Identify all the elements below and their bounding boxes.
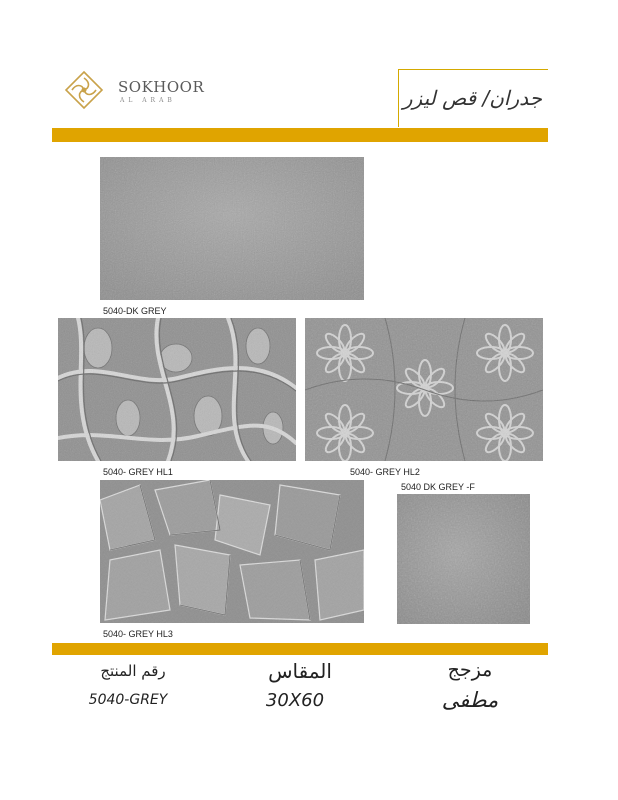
title-box <box>398 69 548 127</box>
header-divider-bar <box>52 128 548 142</box>
tile-caption: 5040 DK GREY -F <box>401 482 475 492</box>
tile-image-dk-grey-f <box>397 494 530 624</box>
tile-image-dk-grey <box>100 157 364 300</box>
finish-label: مزجج <box>447 659 493 681</box>
product-number-value: 5040-GREY <box>88 692 168 708</box>
page-title: جدران/ قص ليزر <box>402 86 542 110</box>
tile-image-grey-hl1 <box>58 318 296 461</box>
finish-value: مطفى <box>441 688 499 712</box>
product-number-label: رقم المنتج <box>100 662 166 680</box>
brand-logo <box>62 68 222 118</box>
tile-caption: 5040- GREY HL3 <box>103 629 173 639</box>
tile-caption: 5040-DK GREY <box>103 306 167 316</box>
tile-image-grey-hl2 <box>305 318 543 461</box>
logo-emblem-icon <box>62 68 106 112</box>
tile-caption: 5040- GREY HL1 <box>103 467 173 477</box>
tile-image-grey-hl3 <box>100 480 364 623</box>
brand-subtitle: AL ARAB <box>120 97 176 104</box>
footer-divider-bar <box>52 643 548 655</box>
brand-name: SOKHOOR <box>118 78 205 96</box>
tile-caption: 5040- GREY HL2 <box>350 467 420 477</box>
size-label: المقاس <box>268 659 332 683</box>
size-value: 30X60 <box>265 690 325 711</box>
